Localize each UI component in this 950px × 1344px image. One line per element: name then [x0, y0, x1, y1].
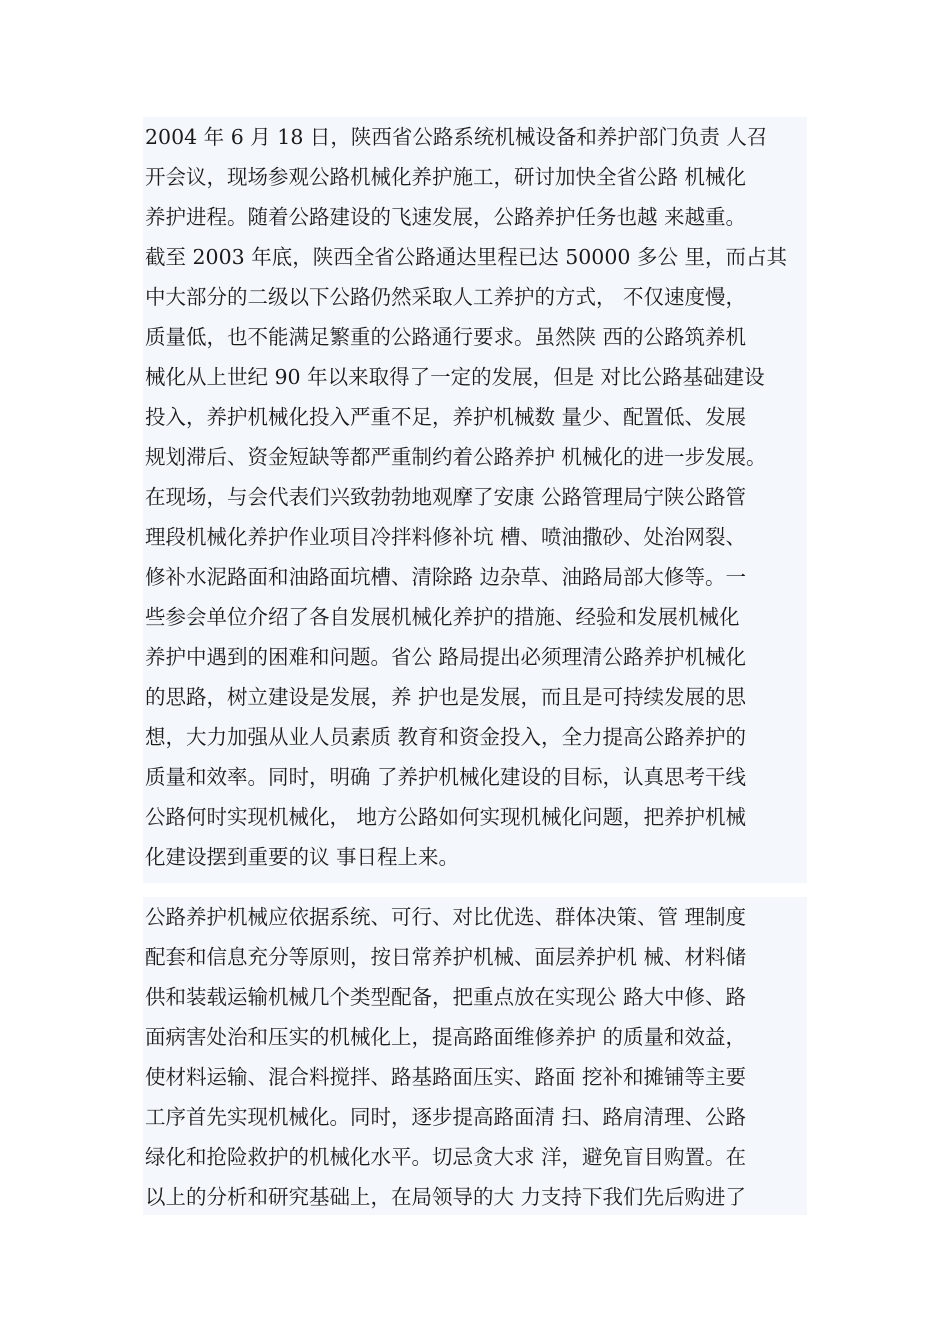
- paragraph-2: [143, 897, 807, 1215]
- paragraph-line: 开会议，现场参观公路机械化养护施工，研讨加快全省公路 机械化: [145, 165, 747, 189]
- paragraph-line: 中大部分的二级以下公路仍然采取人工养护的方式， 不仅速度慢，: [145, 285, 747, 309]
- paragraph-line: 在现场，与会代表们兴致勃勃地观摩了安康 公路管理局宁陕公路管: [145, 485, 747, 509]
- paragraph-line: 配套和信息充分等原则，按日常养护机械、面层养护机 械、材料储: [145, 945, 747, 969]
- paragraph-line: 以上的分析和研究基础上，在局领导的大 力支持下我们先后购进了: [145, 1185, 747, 1209]
- paragraph-line: 质量低，也不能满足繁重的公路通行要求。虽然陕 西的公路筑养机: [145, 325, 747, 349]
- paragraph-line: 理段机械化养护作业项目冷拌料修补坑 槽、喷油撒砂、处治网裂、: [145, 525, 747, 549]
- paragraph-line: 投入，养护机械化投入严重不足，养护机械数 量少、配置低、发展: [145, 405, 747, 429]
- paragraph-line: 的思路，树立建设是发展，养 护也是发展，而且是可持续发展的思: [145, 685, 747, 709]
- paragraph-line: 公路何时实现机械化， 地方公路如何实现机械化问题，把养护机械: [145, 805, 747, 829]
- paragraph-line: 截至 2003 年底，陕西全省公路通达里程已达 50000 多公 里，而占其: [145, 245, 787, 269]
- paragraph-1: [143, 117, 807, 883]
- paragraph-line: 绿化和抢险救护的机械化水平。切忌贪大求 洋，避免盲目购置。在: [145, 1145, 747, 1169]
- paragraph-line: 养护进程。随着公路建设的飞速发展，公路养护任务也越 来越重。: [145, 205, 747, 229]
- paragraph-line: 械化从上世纪 90 年以来取得了一定的发展，但是 对比公路基础建设: [145, 365, 765, 389]
- paragraph-line: 供和装载运输机械几个类型配备，把重点放在实现公 路大中修、路: [145, 985, 747, 1009]
- paragraph-line: 公路养护机械应依据系统、可行、对比优选、群体决策、管 理制度: [145, 905, 747, 929]
- paragraph-line: 规划滞后、资金短缺等都严重制约着公路养护 机械化的进一步发展。: [145, 445, 767, 469]
- paragraph-line: 想，大力加强从业人员素质 教育和资金投入，全力提高公路养护的: [145, 725, 747, 749]
- paragraph-line: 使材料运输、混合料搅拌、路基路面压实、路面 挖补和摊铺等主要: [145, 1065, 747, 1089]
- paragraph-line: 工序首先实现机械化。同时，逐步提高路面清 扫、路肩清理、公路: [145, 1105, 747, 1129]
- paragraph-line: 质量和效率。同时，明确 了养护机械化建设的目标，认真思考干线: [145, 765, 747, 789]
- paragraph-line: 面病害处治和压实的机械化上，提高路面维修养护 的质量和效益，: [145, 1025, 747, 1049]
- paragraph-line: 养护中遇到的困难和问题。省公 路局提出必须理清公路养护机械化: [145, 645, 747, 669]
- paragraph-line: 修补水泥路面和油路面坑槽、清除路 边杂草、油路局部大修等。一: [145, 565, 747, 589]
- paragraph-line: 化建设摆到重要的议 事日程上来。: [145, 845, 460, 869]
- paragraph-line: 2004 年 6 月 18 日，陕西省公路系统机械设备和养护部门负责 人召: [145, 125, 768, 149]
- paragraph-line: 些参会单位介绍了各自发展机械化养护的措施、经验和发展机械化: [145, 605, 740, 629]
